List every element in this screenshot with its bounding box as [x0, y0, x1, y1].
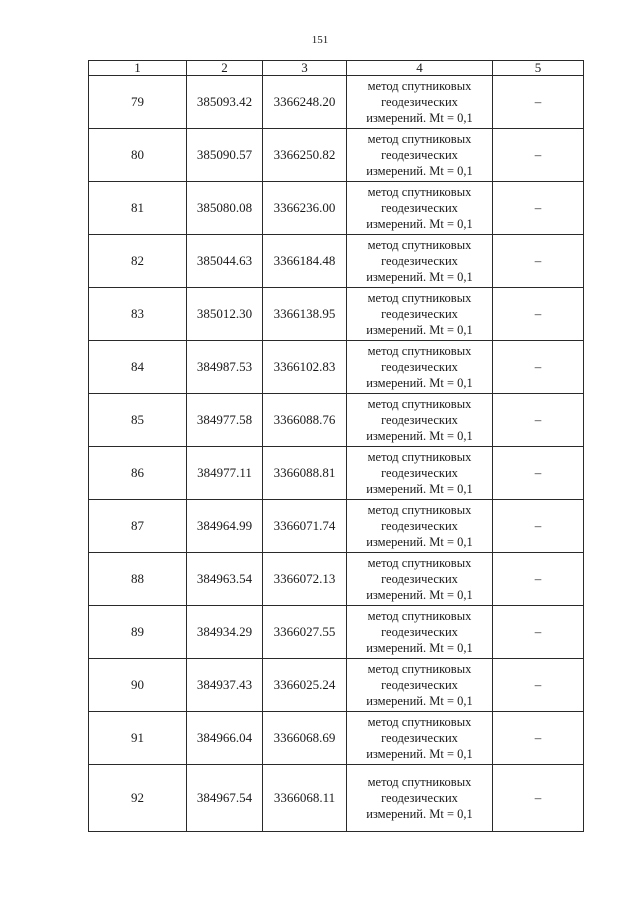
method-line: измерений. Mt = 0,1 — [366, 323, 473, 337]
x-coordinate-cell: 385044.63 — [187, 235, 263, 288]
method-line: измерений. Mt = 0,1 — [366, 376, 473, 390]
method-cell — [347, 447, 493, 500]
method-line: геодезических — [381, 95, 458, 109]
table-row — [89, 553, 584, 606]
page-number: 151 — [311, 34, 329, 46]
table-header — [89, 61, 584, 76]
method-line: геодезических — [381, 307, 458, 321]
point-number-cell: 91 — [89, 712, 187, 765]
method-line: измерений. Mt = 0,1 — [366, 535, 473, 549]
method-line: измерений. Mt = 0,1 — [366, 429, 473, 443]
y-coordinate-cell: 3366138.95 — [263, 288, 347, 341]
method-line: геодезических — [381, 148, 458, 162]
method-cell — [347, 765, 493, 832]
y-coordinate-cell: 3366184.48 — [263, 235, 347, 288]
table-row — [89, 765, 584, 832]
point-number-cell: 83 — [89, 288, 187, 341]
point-number-cell: 82 — [89, 235, 187, 288]
table-row — [89, 235, 584, 288]
method-line: метод спутниковых — [367, 185, 472, 199]
header-row — [89, 61, 584, 76]
method-line: геодезических — [381, 519, 458, 533]
method-line: измерений. Mt = 0,1 — [366, 217, 473, 231]
point-number-cell: 81 — [89, 182, 187, 235]
method-line: метод спутниковых — [367, 397, 472, 411]
method-line: метод спутниковых — [367, 715, 472, 729]
column-header-1: 1 — [89, 61, 187, 76]
method-line: измерений. Mt = 0,1 — [366, 807, 473, 821]
point-number-cell: 84 — [89, 341, 187, 394]
method-line: метод спутниковых — [367, 503, 472, 517]
x-coordinate-cell: 384934.29 — [187, 606, 263, 659]
method-line: геодезических — [381, 360, 458, 374]
note-cell: – — [493, 712, 584, 765]
method-line: метод спутниковых — [367, 775, 472, 789]
method-cell — [347, 235, 493, 288]
coordinates-table — [88, 60, 584, 832]
note-cell: – — [493, 447, 584, 500]
y-coordinate-cell: 3366025.24 — [263, 659, 347, 712]
point-number-cell: 79 — [89, 76, 187, 129]
x-coordinate-cell: 384977.11 — [187, 447, 263, 500]
method-line: геодезических — [381, 625, 458, 639]
point-number-cell: 90 — [89, 659, 187, 712]
x-coordinate-cell: 385093.42 — [187, 76, 263, 129]
x-coordinate-cell: 384987.53 — [187, 341, 263, 394]
x-coordinate-cell: 384963.54 — [187, 553, 263, 606]
note-cell: – — [493, 394, 584, 447]
table-row — [89, 606, 584, 659]
column-header-3: 3 — [263, 61, 347, 76]
method-line: геодезических — [381, 572, 458, 586]
y-coordinate-cell: 3366068.11 — [263, 765, 347, 832]
method-line: метод спутниковых — [367, 662, 472, 676]
method-line: геодезических — [381, 413, 458, 427]
method-cell — [347, 712, 493, 765]
method-line: измерений. Mt = 0,1 — [366, 111, 473, 125]
y-coordinate-cell: 3366068.69 — [263, 712, 347, 765]
table-row — [89, 341, 584, 394]
table-row — [89, 447, 584, 500]
method-cell — [347, 553, 493, 606]
table-row — [89, 659, 584, 712]
method-line: геодезических — [381, 254, 458, 268]
method-line: измерений. Mt = 0,1 — [366, 164, 473, 178]
method-line: метод спутниковых — [367, 556, 472, 570]
column-header-4: 4 — [347, 61, 493, 76]
x-coordinate-cell: 384967.54 — [187, 765, 263, 832]
x-coordinate-cell: 384977.58 — [187, 394, 263, 447]
y-coordinate-cell: 3366088.76 — [263, 394, 347, 447]
x-coordinate-cell: 384966.04 — [187, 712, 263, 765]
note-cell: – — [493, 765, 584, 832]
y-coordinate-cell: 3366088.81 — [263, 447, 347, 500]
y-coordinate-cell: 3366027.55 — [263, 606, 347, 659]
note-cell: – — [493, 341, 584, 394]
x-coordinate-cell: 384937.43 — [187, 659, 263, 712]
note-cell: – — [493, 288, 584, 341]
note-cell: – — [493, 553, 584, 606]
method-line: измерений. Mt = 0,1 — [366, 641, 473, 655]
table-row — [89, 712, 584, 765]
point-number-cell: 87 — [89, 500, 187, 553]
method-line: метод спутниковых — [367, 291, 472, 305]
method-cell — [347, 129, 493, 182]
method-line: геодезических — [381, 678, 458, 692]
method-cell — [347, 76, 493, 129]
point-number-cell: 80 — [89, 129, 187, 182]
method-line: метод спутниковых — [367, 238, 472, 252]
x-coordinate-cell: 385080.08 — [187, 182, 263, 235]
method-line: геодезических — [381, 201, 458, 215]
table-row — [89, 182, 584, 235]
note-cell: – — [493, 500, 584, 553]
method-line: геодезических — [381, 791, 458, 805]
x-coordinate-cell: 385012.30 — [187, 288, 263, 341]
method-cell — [347, 182, 493, 235]
method-line: метод спутниковых — [367, 450, 472, 464]
column-header-2: 2 — [187, 61, 263, 76]
note-cell: – — [493, 606, 584, 659]
y-coordinate-cell: 3366102.83 — [263, 341, 347, 394]
point-number-cell: 89 — [89, 606, 187, 659]
x-coordinate-cell: 385090.57 — [187, 129, 263, 182]
table-row — [89, 288, 584, 341]
method-line: измерений. Mt = 0,1 — [366, 588, 473, 602]
y-coordinate-cell: 3366072.13 — [263, 553, 347, 606]
method-line: метод спутниковых — [367, 344, 472, 358]
note-cell: – — [493, 76, 584, 129]
point-number-cell: 88 — [89, 553, 187, 606]
y-coordinate-cell: 3366250.82 — [263, 129, 347, 182]
y-coordinate-cell: 3366248.20 — [263, 76, 347, 129]
method-cell — [347, 288, 493, 341]
point-number-cell: 92 — [89, 765, 187, 832]
y-coordinate-cell: 3366071.74 — [263, 500, 347, 553]
point-number-cell: 86 — [89, 447, 187, 500]
note-cell: – — [493, 129, 584, 182]
method-line: метод спутниковых — [367, 79, 472, 93]
table-row — [89, 129, 584, 182]
method-line: метод спутниковых — [367, 609, 472, 623]
table-row — [89, 500, 584, 553]
method-line: метод спутниковых — [367, 132, 472, 146]
table-body — [89, 76, 584, 832]
point-number-cell: 85 — [89, 394, 187, 447]
method-cell — [347, 606, 493, 659]
note-cell: – — [493, 182, 584, 235]
y-coordinate-cell: 3366236.00 — [263, 182, 347, 235]
x-coordinate-cell: 384964.99 — [187, 500, 263, 553]
method-line: измерений. Mt = 0,1 — [366, 482, 473, 496]
table-row — [89, 394, 584, 447]
column-header-5: 5 — [493, 61, 584, 76]
method-cell — [347, 394, 493, 447]
method-line: измерений. Mt = 0,1 — [366, 270, 473, 284]
method-cell — [347, 500, 493, 553]
method-line: измерений. Mt = 0,1 — [366, 747, 473, 761]
method-cell — [347, 659, 493, 712]
method-line: измерений. Mt = 0,1 — [366, 694, 473, 708]
note-cell: – — [493, 235, 584, 288]
method-line: геодезических — [381, 466, 458, 480]
note-cell: – — [493, 659, 584, 712]
method-cell — [347, 341, 493, 394]
method-line: геодезических — [381, 731, 458, 745]
table-row — [89, 76, 584, 129]
